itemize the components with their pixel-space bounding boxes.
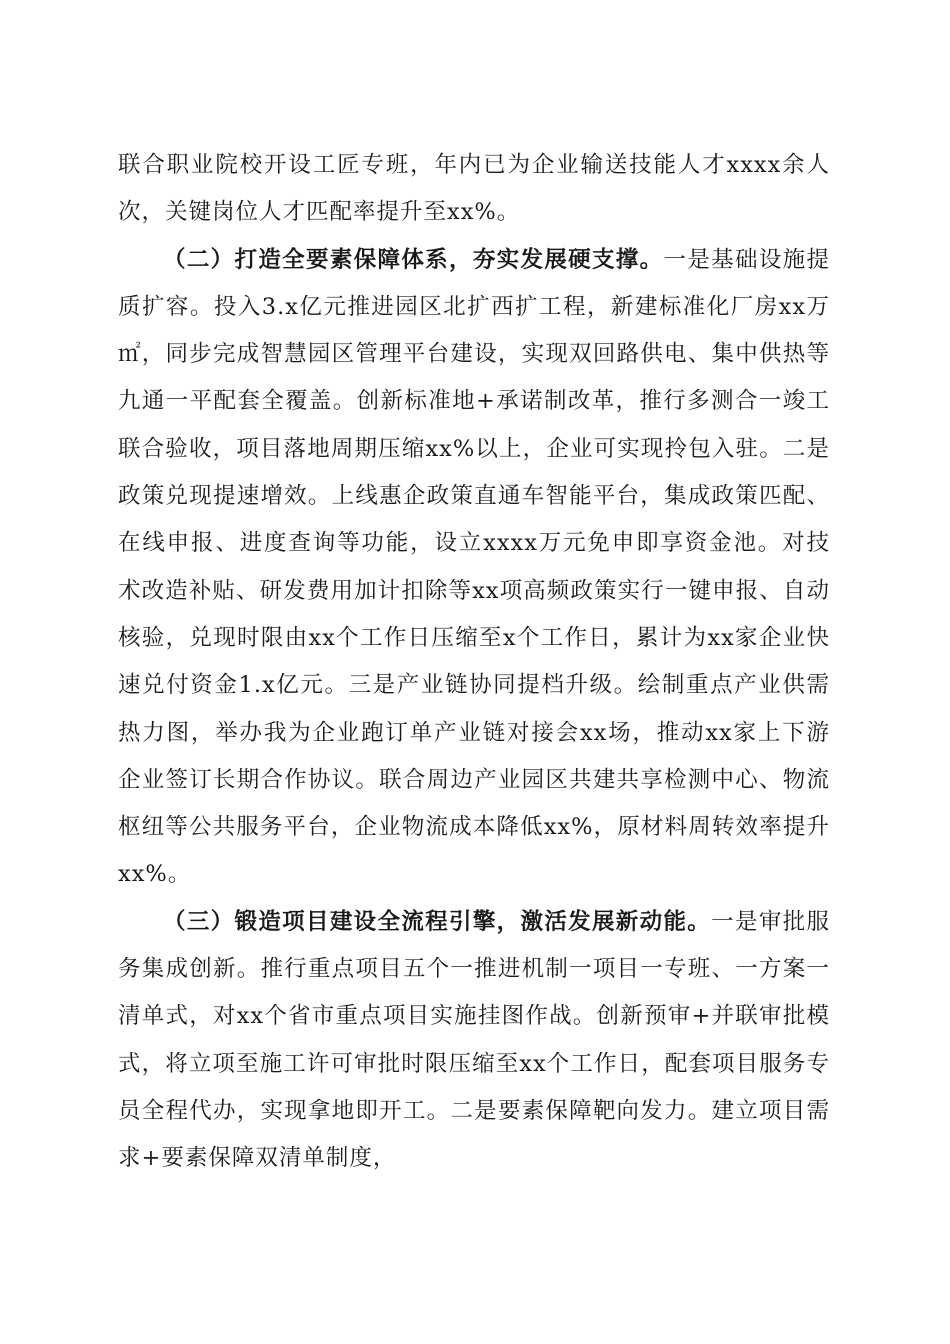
section-heading: （二）打造全要素保障体系，夯实发展硬支撑。 <box>163 246 664 273</box>
document-body <box>118 142 830 1183</box>
paragraph-section-two <box>118 237 830 899</box>
section-heading: （三）锻造项目建设全流程引擎，激活发展新动能。 <box>163 908 712 935</box>
paragraph-body: 联合职业院校开设工匠专班，年内已为企业输送技能人才xxxx余人次，关键岗位人才匹配率提升至xx%。 <box>118 152 830 226</box>
paragraph-continuation <box>118 142 830 237</box>
paragraph-section-three <box>118 899 830 1183</box>
paragraph-body: 一是基础设施提质扩容。投入3.x亿元推进园区北扩西扩工程，新建标准化厂房xx万㎡，同步完成智慧园区管理平台建设，实现双回路供电、集中供热等九通一平配套全覆盖。创新标准地+承诺制改革，推行多测合一竣工联合验收，项目落地周期压缩xx%以上，企业可实现拎包入驻。二是政策兑现提速增效。上线惠企政策直通车智能平台，集成政策匹配、在线申报、进度查询等功能，设立xxxx万元免申即享资金池。对技术改造补贴、研发费用加计扣除等xx项高频政策实行一键申报、自动核验，兑现时限由xx个工作日压缩至x个工作日，累计为xx家企业快速兑付资金1.x亿元。三是产业链协同提档升级。绘制重点产业供需热力图，举办我为企业跑订单产业链对接会xx场，推动xx家上下游企业签订长期合作协议。联合周边产业园区共建共享检测中心、物流枢纽等公共服务平台，企业物流成本降低xx%，原材料周转效率提升xx%。 <box>118 246 830 888</box>
paragraph-body: 一是审批服务集成创新。推行重点项目五个一推进机制一项目一专班、一方案一清单式，对xx个省市重点项目实施挂图作战。创新预审+并联审批模式，将立项至施工许可审批时限压缩至xx个工作日，配套项目服务专员全程代办，实现拿地即开工。二是要素保障靶向发力。建立项目需求+要素保障双清单制度， <box>118 908 830 1172</box>
